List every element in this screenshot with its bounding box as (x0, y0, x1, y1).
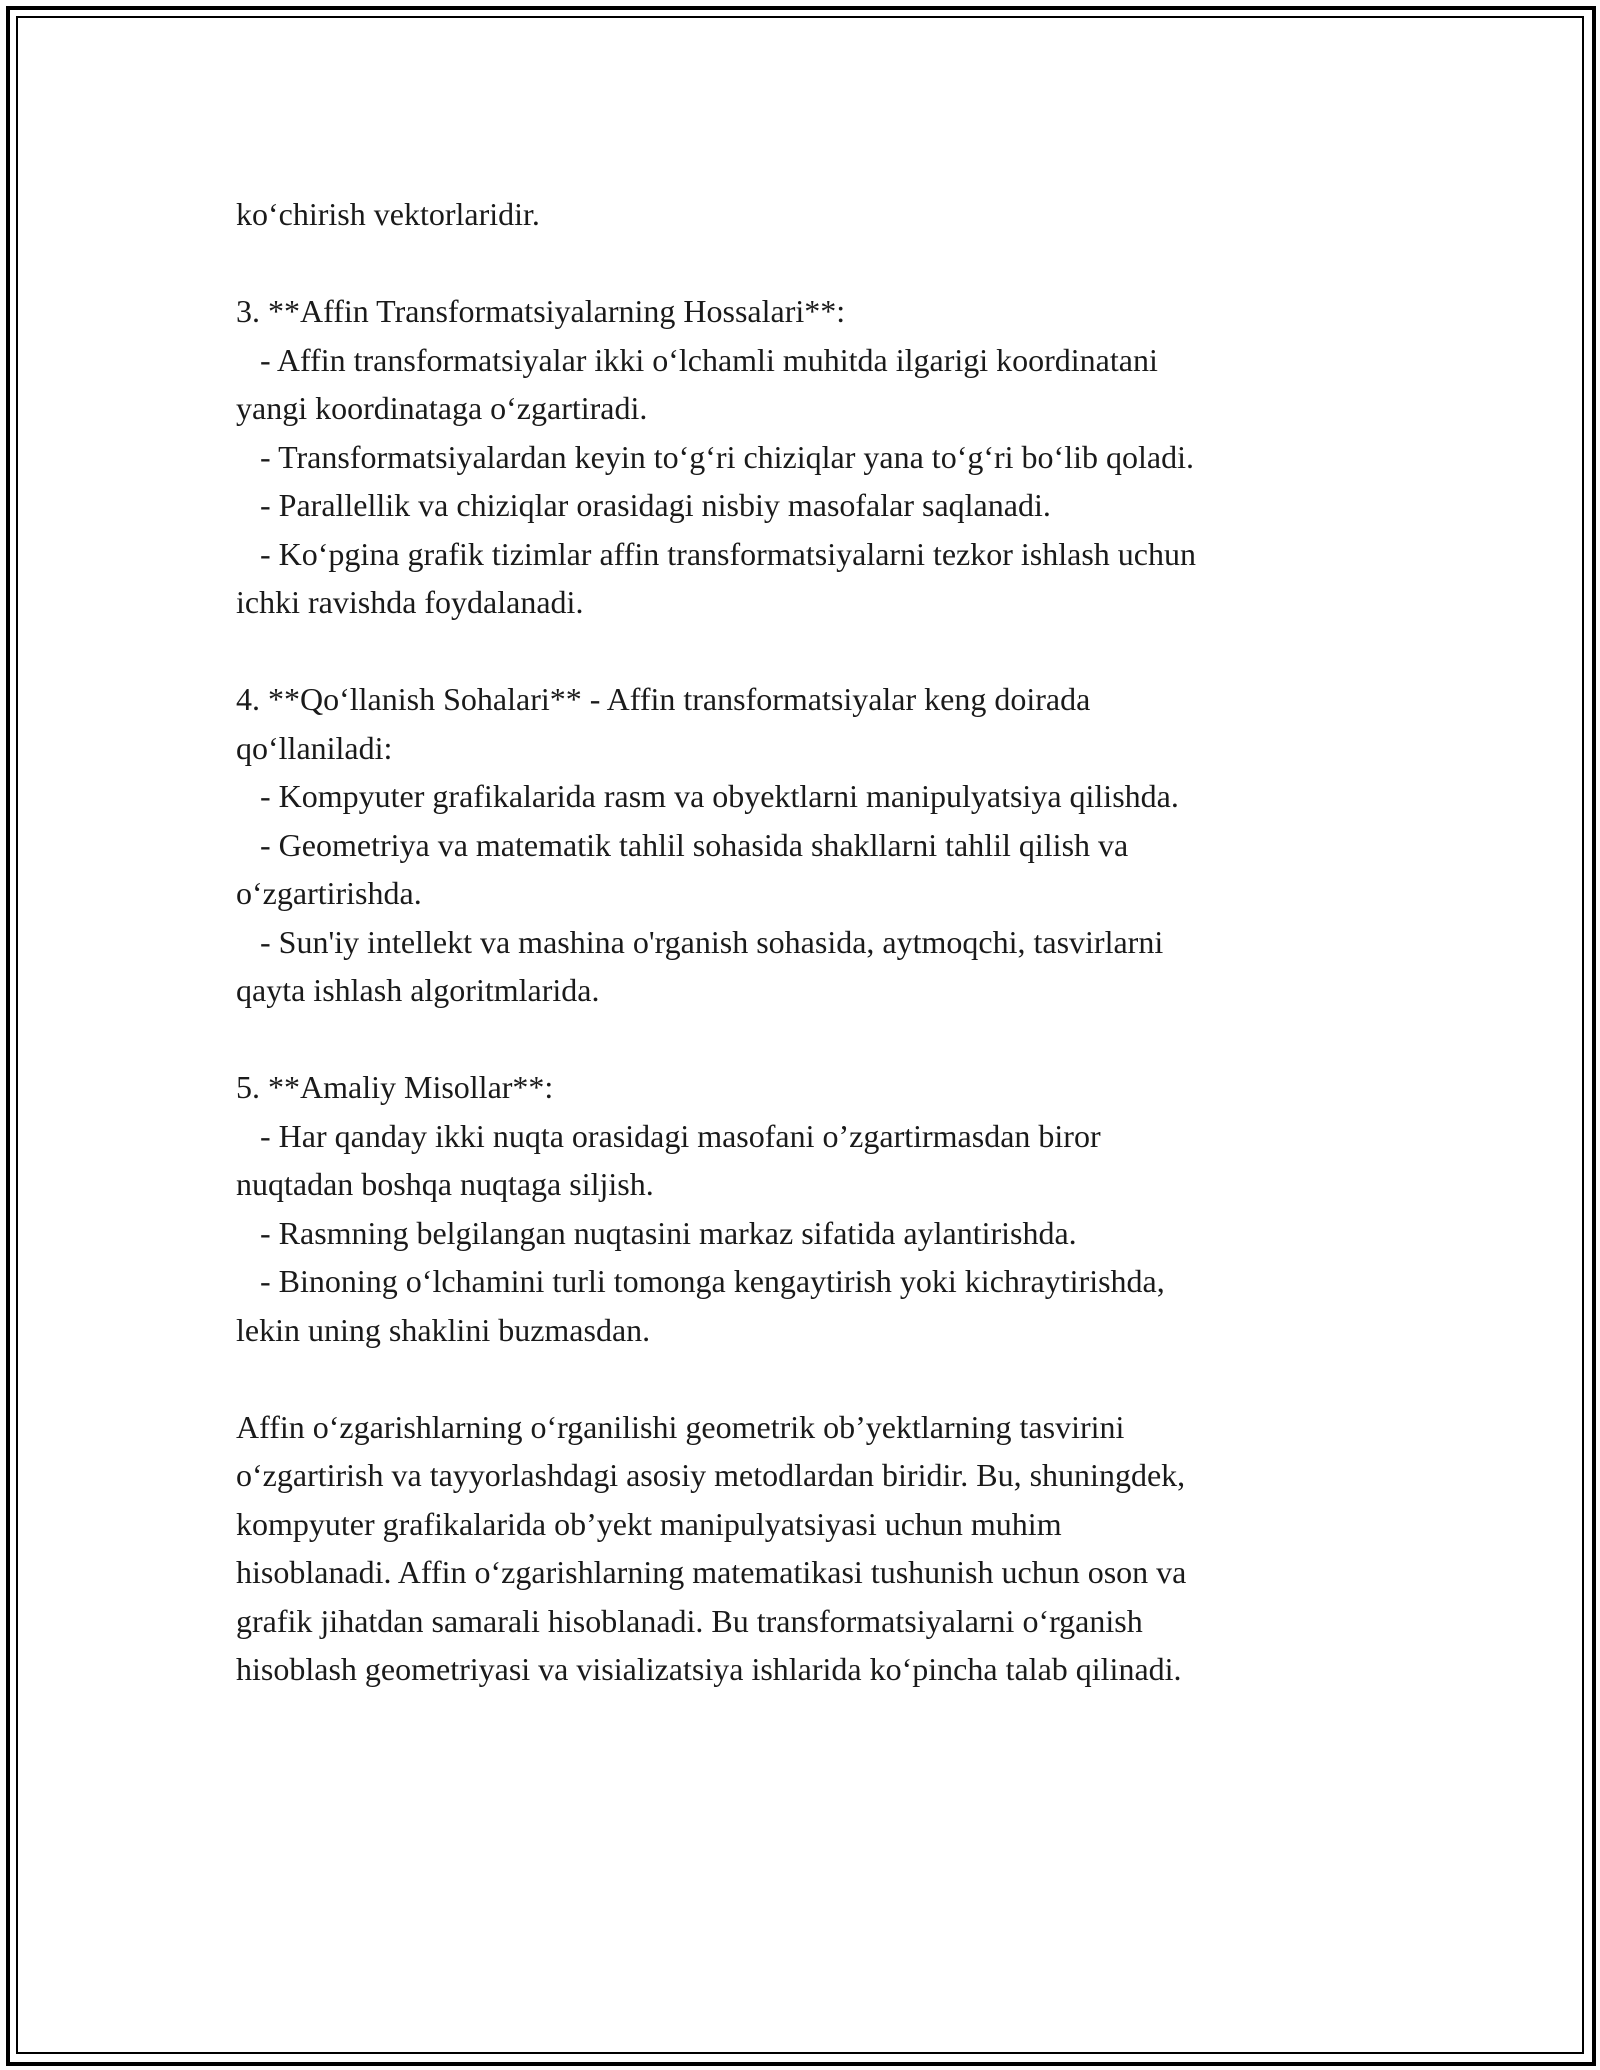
conclusion-line: hisoblash geometriyasi va visializatsiya ishlarida ko‘pincha talab qilinadi. (236, 1651, 1182, 1687)
paragraph-gap (236, 1354, 1366, 1403)
section-4-line: - Sun'iy intellekt va mashina o'rganish sohasida, aytmoqchi, tasvirlarni (236, 923, 1164, 960)
section-5-line: - Rasmning belgilangan nuqtasini markaz sifatida aylantirishda. (236, 1214, 1077, 1251)
section-3-line: - Ko‘pgina grafik tizimlar affin transformatsiyalarni tezkor ishlash uchun (236, 535, 1196, 572)
section-3-heading: 3. **Affin Transformatsiyalarning Hossalari**: (236, 293, 846, 329)
section-3-line: - Parallellik va chiziqlar orasidagi nisbiy masofalar saqlanadi. (236, 487, 1051, 523)
paragraph-gap (236, 239, 1366, 288)
conclusion-line: o‘zgartirish va tayyorlashdagi asosiy metodlardan biridir. Bu, shuningdek, (236, 1457, 1186, 1493)
conclusion-line: grafik jihatdan samarali hisoblanadi. Bu transformatsiyalarni o‘rganish (236, 1602, 1143, 1639)
section-5-line: nuqtadan boshqa nuqtaga siljish. (236, 1166, 654, 1202)
paragraph-gap (236, 627, 1366, 676)
section-5-line: lekin uning shaklini buzmasdan. (236, 1311, 651, 1348)
section-4-line: qo‘llaniladi: (236, 729, 393, 766)
section-3-line: - Affin transformatsiyalar ikki o‘lchamli muhitda ilgarigi koordinatani (236, 341, 1158, 378)
section-3-line: - Transformatsiyalardan keyin to‘g‘ri chiziqlar yana to‘g‘ri bo‘lib qoladi. (236, 438, 1194, 475)
conclusion-line: Affin o‘zgarishlarning o‘rganilishi geometrik ob’yektlarning tasvirini (236, 1408, 1125, 1445)
section-4-line: o‘zgartirishda. (236, 875, 422, 911)
paragraph-gap (236, 1015, 1366, 1064)
conclusion-line: hisoblanadi. Affin o‘zgarishlarning matematikasi tushunish uchun oson va (236, 1554, 1187, 1590)
intro-line: ko‘chirish vektorlaridir. (236, 196, 540, 232)
section-5-line: - Har qanday ikki nuqta orasidagi masofani o’zgartirmasdan biror (236, 1117, 1101, 1154)
section-4-line: qayta ishlash algoritmlarida. (236, 972, 600, 1008)
section-4-heading: 4. **Qo‘llanish Sohalari** - Affin transformatsiyalar keng doirada (236, 681, 1091, 717)
section-3-line: ichki ravishda foydalanadi. (236, 584, 584, 620)
section-4-line: - Kompyuter grafikalarida rasm va obyektlarni manipulyatsiya qilishda. (236, 778, 1179, 814)
conclusion-line: kompyuter grafikalarida ob’yekt manipulyatsiyasi uchun muhim (236, 1505, 1062, 1542)
section-5-line: - Binoning o‘lchamini turli tomonga kengaytirish yoki kichraytirishda, (236, 1263, 1165, 1299)
section-3-line: yangi koordinataga o‘zgartiradi. (236, 390, 648, 426)
section-4-line: - Geometriya va matematik tahlil sohasida shakllarni tahlil qilish va (236, 826, 1129, 863)
document-body (236, 190, 1366, 1694)
section-5-heading: 5. **Amaliy Misollar**: (236, 1069, 554, 1105)
